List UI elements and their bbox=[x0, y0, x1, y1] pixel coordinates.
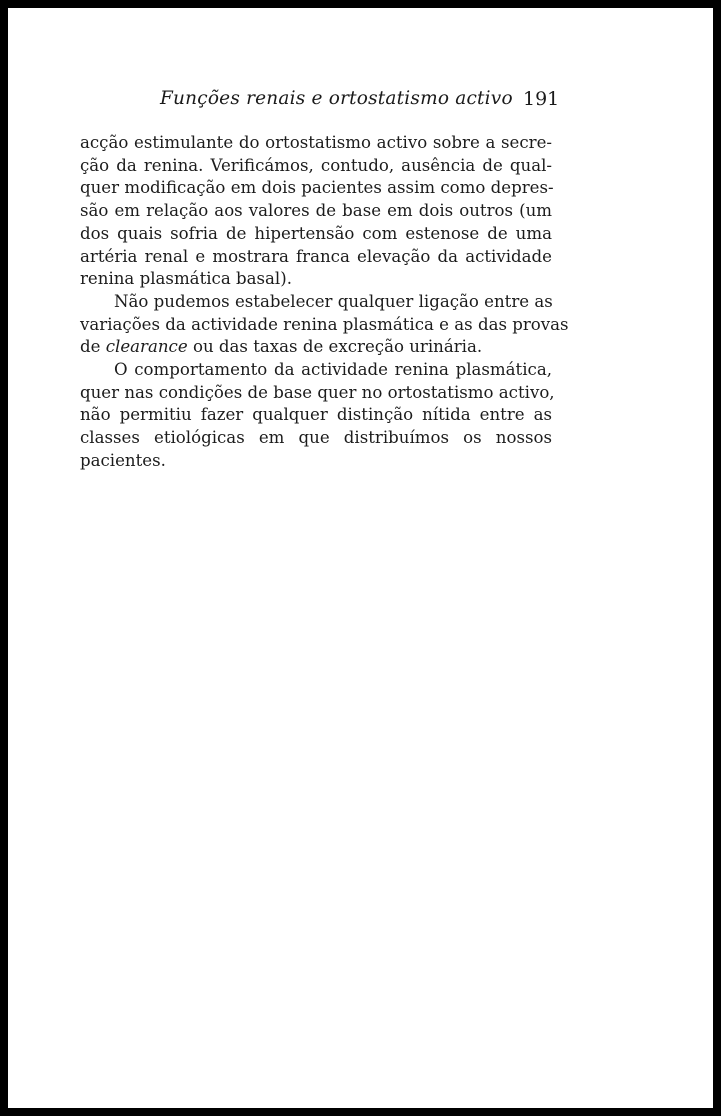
paragraph-line: renina plasmática basal). bbox=[80, 269, 292, 289]
paragraph-line: são em relação aos valores de base em dois outros (um bbox=[80, 201, 552, 221]
paragraph-line: quer nas condições de base quer no ortostatismo activo, bbox=[80, 382, 555, 402]
paragraph-1 bbox=[80, 132, 552, 291]
running-head: Funções renais e ortostatismo activo bbox=[160, 88, 513, 109]
page-header bbox=[8, 86, 713, 116]
paragraph-line: acção estimulante do ortostatismo activo sobre a secre- bbox=[80, 133, 552, 152]
paragraph-line: não permitiu fazer qualquer distinção nítida entre as bbox=[80, 405, 552, 425]
body-text bbox=[80, 132, 569, 473]
italic-term: clearance bbox=[105, 337, 188, 357]
paragraph-3 bbox=[80, 359, 555, 473]
paragraph-line: O comportamento da actividade renina plasmática, bbox=[114, 360, 552, 380]
paragraph-line: pacientes. bbox=[80, 450, 166, 470]
paragraph-line: dos quais sofria de hipertensão com estenose de uma bbox=[80, 223, 552, 243]
text-fragment: ou das taxas de excreção urinária. bbox=[192, 337, 483, 357]
paragraph-line: classes etiológicas em que distribuímos os nossos bbox=[80, 428, 552, 448]
text-fragment: de bbox=[80, 337, 101, 357]
paragraph-line: Não pudemos estabelecer qualquer ligação entre as bbox=[114, 291, 553, 311]
paragraph-line: variações da actividade renina plasmática e as das provas bbox=[80, 314, 569, 334]
book-page bbox=[8, 8, 713, 1108]
paragraph-line-with-italic bbox=[80, 336, 552, 359]
paragraph-line: ção da renina. Verificámos, contudo, ausência de qual- bbox=[80, 155, 552, 175]
paragraph-line: artéria renal e mostrara franca elevação da actividade bbox=[80, 246, 552, 266]
paragraph-2 bbox=[80, 291, 569, 359]
page-number: 191 bbox=[523, 88, 560, 110]
paragraph-line: quer modificação em dois pacientes assim como depres- bbox=[80, 178, 554, 198]
